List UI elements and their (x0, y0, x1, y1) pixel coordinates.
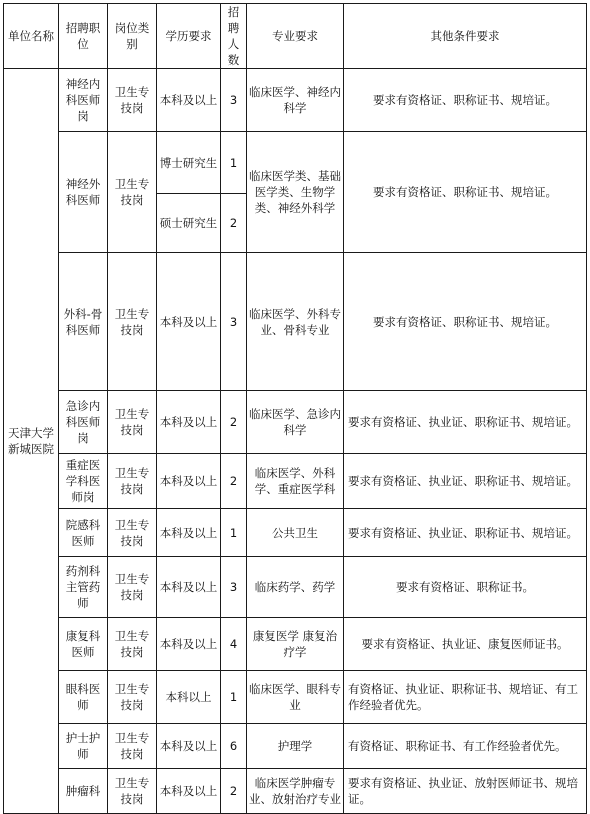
table-row (4, 391, 587, 454)
table-row (4, 557, 587, 618)
education-cell: 博士研究生 (157, 132, 221, 194)
education-cell: 本科及以上 (157, 557, 221, 618)
major-cell: 护理学 (247, 724, 344, 769)
other-cell: 要求有资格证、执业证、职称证书、规培证。 (344, 391, 587, 454)
table-row (4, 769, 587, 814)
type-cell: 卫生专技岗 (108, 69, 157, 132)
header-row (4, 4, 587, 69)
major-cell: 临床医学、神经内科学 (247, 69, 344, 132)
table-row (4, 132, 587, 194)
count-cell: 2 (221, 391, 247, 454)
education-cell: 本科及以上 (157, 69, 221, 132)
other-cell: 要求有资格证、执业证、放射医师证书、规培证。 (344, 769, 587, 814)
major-cell: 临床医学类、基础医学类、生物学类、神经外科学 (247, 132, 344, 253)
position-cell: 眼科医师 (59, 671, 108, 724)
header-count: 招聘人数 (221, 4, 247, 69)
position-cell: 重症医学科医师岗 (59, 454, 108, 509)
other-cell: 要求有资格证、职称证书、规培证。 (344, 253, 587, 391)
type-cell: 卫生专技岗 (108, 557, 157, 618)
other-cell: 有资格证、职称证书、有工作经验者优先。 (344, 724, 587, 769)
recruitment-table (3, 3, 587, 814)
count-cell: 2 (221, 194, 247, 253)
type-cell: 卫生专技岗 (108, 454, 157, 509)
count-cell: 1 (221, 509, 247, 557)
major-cell: 临床医学、眼科专业 (247, 671, 344, 724)
table-row (4, 509, 587, 557)
type-cell: 卫生专技岗 (108, 724, 157, 769)
count-cell: 3 (221, 253, 247, 391)
type-cell: 卫生专技岗 (108, 391, 157, 454)
education-cell: 本科及以上 (157, 509, 221, 557)
header-type: 岗位类别 (108, 4, 157, 69)
type-cell: 卫生专技岗 (108, 618, 157, 671)
count-cell: 1 (221, 132, 247, 194)
count-cell: 2 (221, 769, 247, 814)
education-cell: 本科及以上 (157, 391, 221, 454)
position-cell: 神经内科医师岗 (59, 69, 108, 132)
other-cell: 有资格证、执业证、职称证书、规培证、有工作经验者优先。 (344, 671, 587, 724)
other-cell: 要求有资格证、执业证、职称证书、规培证。 (344, 509, 587, 557)
education-cell: 本科及以上 (157, 253, 221, 391)
count-cell: 2 (221, 454, 247, 509)
position-cell: 护士护师 (59, 724, 108, 769)
table-row (4, 69, 587, 132)
type-cell: 卫生专技岗 (108, 769, 157, 814)
unit-name-cell: 天津大学新城医院 (4, 69, 59, 814)
table-row (4, 618, 587, 671)
major-cell: 临床医学、外科专业、骨科专业 (247, 253, 344, 391)
header-unit: 单位名称 (4, 4, 59, 69)
recruitment-table-container (3, 3, 587, 814)
table-row (4, 454, 587, 509)
header-position: 招聘职位 (59, 4, 108, 69)
major-cell: 康复医学 康复治疗学 (247, 618, 344, 671)
count-cell: 1 (221, 671, 247, 724)
education-cell: 本科及以上 (157, 618, 221, 671)
table-row (4, 671, 587, 724)
education-cell: 本科及以上 (157, 724, 221, 769)
header-major: 专业要求 (247, 4, 344, 69)
count-cell: 4 (221, 618, 247, 671)
type-cell: 卫生专技岗 (108, 132, 157, 253)
header-education: 学历要求 (157, 4, 221, 69)
position-cell: 急诊内科医师岗 (59, 391, 108, 454)
other-cell: 要求有资格证、职称证书。 (344, 557, 587, 618)
education-cell: 本科及以上 (157, 454, 221, 509)
position-cell: 院感科医师 (59, 509, 108, 557)
major-cell: 临床药学、药学 (247, 557, 344, 618)
major-cell: 公共卫生 (247, 509, 344, 557)
type-cell: 卫生专技岗 (108, 509, 157, 557)
education-cell: 硕士研究生 (157, 194, 221, 253)
position-cell: 外科-骨科医师 (59, 253, 108, 391)
count-cell: 3 (221, 69, 247, 132)
type-cell: 卫生专技岗 (108, 671, 157, 724)
other-cell: 要求有资格证、执业证、职称证书、规培证。 (344, 454, 587, 509)
count-cell: 3 (221, 557, 247, 618)
position-cell: 神经外科医师 (59, 132, 108, 253)
table-row (4, 724, 587, 769)
table-row (4, 253, 587, 391)
position-cell: 康复科医师 (59, 618, 108, 671)
position-cell: 药剂科主管药师 (59, 557, 108, 618)
position-cell: 肿瘤科 (59, 769, 108, 814)
major-cell: 临床医学、外科学、重症医学科 (247, 454, 344, 509)
count-cell: 6 (221, 724, 247, 769)
other-cell: 要求有资格证、执业证、康复医师证书。 (344, 618, 587, 671)
header-other: 其他条件要求 (344, 4, 587, 69)
other-cell: 要求有资格证、职称证书、规培证。 (344, 132, 587, 253)
education-cell: 本科以上 (157, 671, 221, 724)
major-cell: 临床医学、急诊内科学 (247, 391, 344, 454)
type-cell: 卫生专技岗 (108, 253, 157, 391)
major-cell: 临床医学肿瘤专业、放射治疗专业 (247, 769, 344, 814)
education-cell: 本科及以上 (157, 769, 221, 814)
other-cell: 要求有资格证、职称证书、规培证。 (344, 69, 587, 132)
